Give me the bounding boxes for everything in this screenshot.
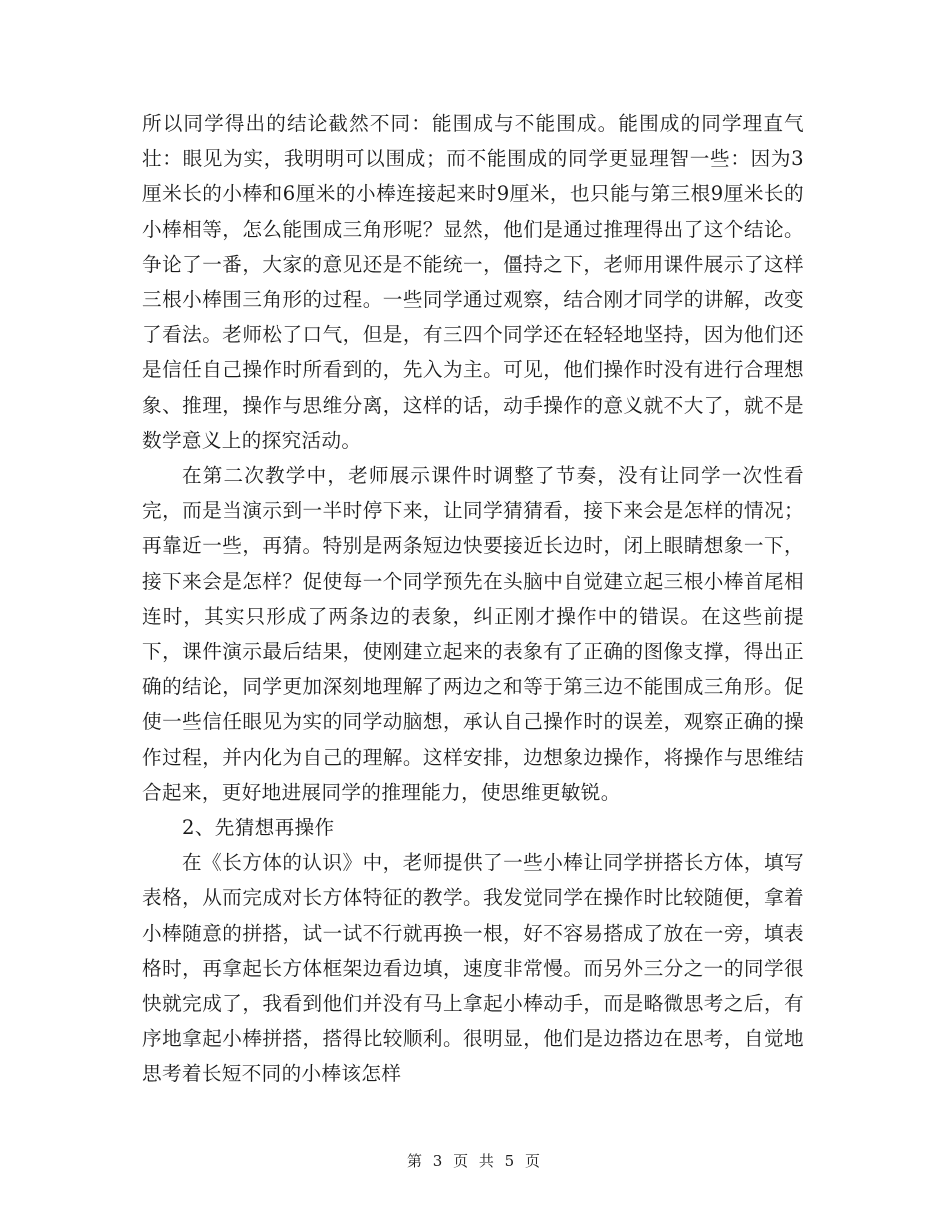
paragraph-continued: 所以同学得出的结论截然不同：能围成与不能围成。能围成的同学理直气壮：眼见为实，我明明可以围成；而不能围成的同学更显理智一些：因为3厘米长的小棒和6厘米的小棒连接起来时9厘米，也只能与第三根9厘米长的小棒相等，怎么能围成三角形呢？显然，他们是通过推理得出了这个结论。争论了一番，大家的意见还是不能统一，僵持之下，老师用课件展示了这样三根小棒围三角形的过程。一些同学通过观察，结合刚才同学的讲解，改变了看法。老师松了口气，但是，有三四个同学还在轻轻地坚持，因为他们还是信任自己操作时所看到的，先入为主。可见，他们操作时没有进行合理想象、推理，操作与思维分离，这样的话，动手操作的意义就不大了，就不是数学意义上的探究活动。	[142, 112, 804, 452]
paragraph-second-teaching: 在第二次教学中，老师展示课件时调整了节奏，没有让同学一次性看完，而是当演示到一半时停下来，让同学猜猜看，接下来会是怎样的情况；再靠近一些，再猜。特别是两条短边快要接近长边时，闭上眼睛想象一下，接下来会是怎样？促使每一个同学预先在头脑中自觉建立起三根小棒首尾相连时，其实只形成了两条边的表象，纠正刚才操作中的错误。在这些前提下，课件演示最后结果，使刚建立起来的表象有了正确的图像支撑，得出正确的结论，同学更加深刻地理解了两边之和等于第三边不能围成三角形。促使一些信任眼见为实的同学动脑想，承认自己操作时的误差，观察正确的操作过程，并内化为自己的理解。这样安排，边想象边操作，将操作与思维结合起来，更好地进展同学的推理能力，使思维更敏锐。	[142, 464, 804, 804]
document-body	[142, 106, 804, 1092]
section-heading: 2、先猜想再操作	[182, 816, 335, 840]
page-number-footer: 第 3 页 共 5 页	[407, 1152, 543, 1170]
paragraph-cuboid-lesson: 在《长方体的认识》中，老师提供了一些小棒让同学拼搭长方体，填写表格，从而完成对长方体特征的教学。我发觉同学在操作时比较随便，拿着小棒随意的拼搭，试一试不行就再换一根，好不容易搭成了放在一旁，填表格时，再拿起长方体框架边看边填，速度非常慢。而另外三分之一的同学很快就完成了，我看到他们并没有马上拿起小棒动手，而是略微思考之后，有序地拿起小棒拼搭，搭得比较顺利。很明显，他们是边搭边在思考，自觉地思考着长短不同的小棒该怎样	[142, 851, 804, 1086]
